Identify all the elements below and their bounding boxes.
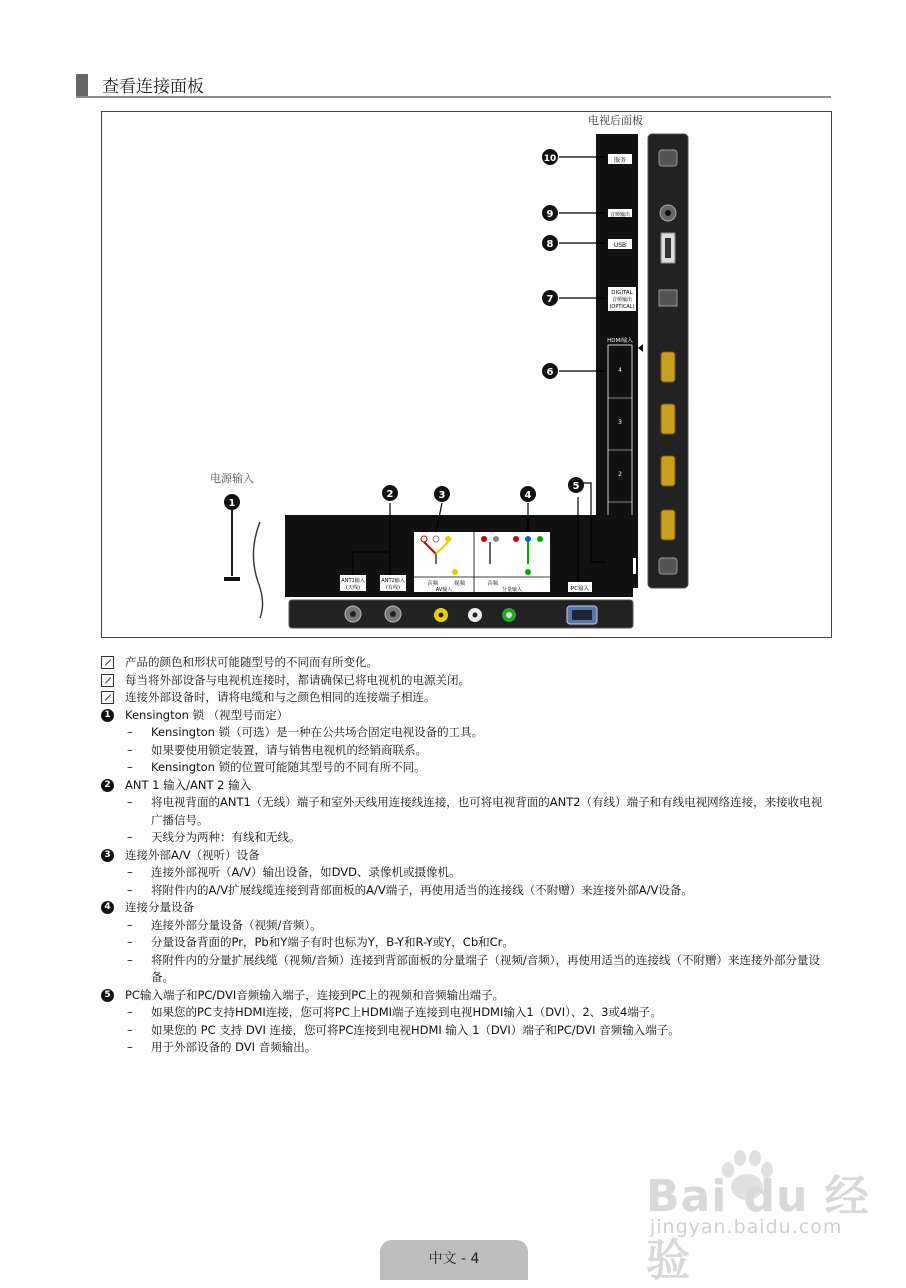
callout-1	[224, 494, 240, 510]
optical-port	[659, 290, 677, 306]
av-in-label: AV输入	[435, 587, 453, 593]
item-heading: 3 连接外部A/V（视听）设备	[101, 847, 831, 865]
tv-rear-label: 电视后面板	[588, 114, 643, 127]
item-detail: – 用于外部设备的 DVI 音频输出。	[127, 1040, 317, 1054]
callout-6	[542, 363, 558, 379]
number-badge: 3	[101, 849, 114, 862]
watermark-brand: Bai du 经验	[646, 1171, 870, 1286]
number-badge: 1	[101, 709, 114, 722]
svg-text:6: 6	[546, 367, 554, 378]
number-badge: 5	[101, 989, 114, 1002]
hdmi-2-label: 2	[618, 471, 622, 478]
item-detail: – 天线分为两种：有线和无线。	[127, 830, 301, 844]
callout-3	[434, 486, 450, 502]
ant1-label: ANT1输入	[341, 578, 365, 584]
callout-4	[520, 486, 536, 502]
item-detail: – 如果您的 PC 支持 DVI 连接，您可将PC连接到电视HDMI 输入 1（DVI）端子和PC/DVI 音频输入端子。	[127, 1022, 680, 1037]
item-detail: – 将电视背面的ANT1（无线）端子和室外天线用连接线连接，也可将电视背面的ANT2（有线）端子和有线电视网络连接，来接收电视广播信号。	[127, 795, 823, 827]
service-label: 服务	[613, 157, 627, 164]
power-label: 电源输入	[210, 472, 254, 485]
callout-5	[568, 477, 584, 493]
callout-9	[542, 205, 558, 221]
notes-section	[101, 654, 831, 1057]
pc-in-label: PC输入	[570, 586, 590, 592]
section-marker	[76, 74, 88, 96]
panel-illustration	[102, 112, 831, 637]
note-item: 连接外部设备时，请将电缆和与之颜色相同的连接端子相连。	[101, 689, 831, 707]
item-detail: – 将附件内的A/V扩展线缆连接到背部面板的A/V端子，再使用适当的连接线（不附赠）来连接外部A/V设备。	[127, 882, 693, 897]
connection-panel-diagram	[101, 111, 832, 638]
hdmi-port-4	[661, 352, 675, 382]
svg-text:9: 9	[546, 209, 554, 220]
note-icon	[101, 691, 114, 704]
usb-label: USB	[613, 242, 627, 249]
item-detail: – 连接外部视听（A/V）输出设备，如DVD、录像机或摄像机。	[127, 865, 461, 879]
number-badge: 4	[101, 901, 114, 914]
number-badge: 2	[101, 779, 114, 792]
audio-out-label: 音频输出	[609, 212, 631, 218]
digital-sub1: 音频输出	[611, 297, 633, 303]
note-item: 产品的颜色和形状可能随型号的不同而有所变化。	[101, 654, 831, 672]
svg-text:10: 10	[543, 154, 557, 164]
kensington-slot	[224, 577, 240, 581]
hdmi-4-label: 4	[618, 367, 622, 374]
service-port	[659, 150, 677, 166]
watermark-url: jingyan.baidu.com	[650, 1216, 843, 1238]
ant2-label: ANT2输入	[381, 578, 405, 584]
hdmi-port-2	[661, 456, 675, 486]
ant1-sub: (天线)	[346, 585, 360, 591]
item-detail: – Kensington 锁的位置可能随其型号的不同有所不同。	[127, 760, 426, 774]
digital-label: DIGITAL	[611, 290, 633, 296]
callout-2	[382, 485, 398, 501]
callout-8	[542, 235, 558, 251]
page-number: 中文 - 4	[428, 1251, 480, 1267]
pc-dvi-port	[659, 558, 677, 574]
hdmi-port-3	[661, 404, 675, 434]
section-header	[76, 72, 831, 98]
svg-text:7: 7	[546, 294, 554, 305]
callout-7	[542, 290, 558, 306]
callout-10	[542, 149, 558, 165]
comp-audio-label: 音频	[487, 581, 499, 587]
item-detail: – 如果您的PC支持HDMI连接，您可将PC上HDMI端子连接到电视HDMI输入1（DVI）、2、3或4端子。	[127, 1005, 662, 1019]
item-heading: 4 连接分量设备	[101, 899, 831, 917]
power-cord	[253, 522, 262, 618]
hdmi-in-label: HDMI输入	[607, 338, 633, 344]
svg-text:4: 4	[524, 490, 532, 501]
digital-sub2: (OPTICAL)	[609, 304, 635, 310]
svg-text:1: 1	[228, 498, 236, 509]
item-detail: – 将附件内的分量扩展线缆（视频/音频）连接到背部面板的分量端子（视频/音频），再使用适当的连接线（不附赠）来连接外部分量设备。	[127, 952, 820, 984]
item-heading: 1 Kensington 锁 （视型号而定）	[101, 707, 831, 725]
hdmi-3-label: 3	[618, 419, 622, 426]
item-detail: – 分量设备背面的Pr，Pb和Y端子有时也标为Y，B-Y和R-Y或Y，Cb和Cr。	[127, 935, 514, 949]
svg-text:3: 3	[438, 490, 446, 501]
page-footer	[380, 1240, 528, 1280]
ant2-sub: (有线)	[386, 585, 400, 591]
item-heading: 5 PC输入端子和PC/DVI音频输入端子，连接到PC上的视频和音频输出端子。	[101, 987, 831, 1005]
note-item: 每当将外部设备与电视机连接时，都请确保已将电视机的电源关闭。	[101, 672, 831, 690]
item-detail: – 连接外部分量设备（视频/音频）。	[127, 917, 322, 932]
svg-text:2: 2	[386, 489, 394, 500]
svg-text:5: 5	[572, 481, 580, 492]
section-title: 查看连接面板	[102, 77, 204, 97]
av-video-label: 视频	[454, 581, 466, 587]
item-detail: – Kensington 锁（可选）是一种在公共场合固定电视设备的工具。	[127, 725, 484, 739]
component-in-label: 分量输入	[501, 587, 523, 593]
hdmi-port-1	[661, 510, 675, 540]
item-detail: – 如果要使用锁定装置，请与销售电视机的经销商联系。	[127, 742, 427, 757]
item-heading: 2 ANT 1 输入/ANT 2 输入	[101, 777, 831, 795]
svg-text:8: 8	[546, 239, 554, 250]
av-audio-label: 音频	[427, 581, 439, 587]
note-icon	[101, 656, 114, 669]
note-icon	[101, 674, 114, 687]
